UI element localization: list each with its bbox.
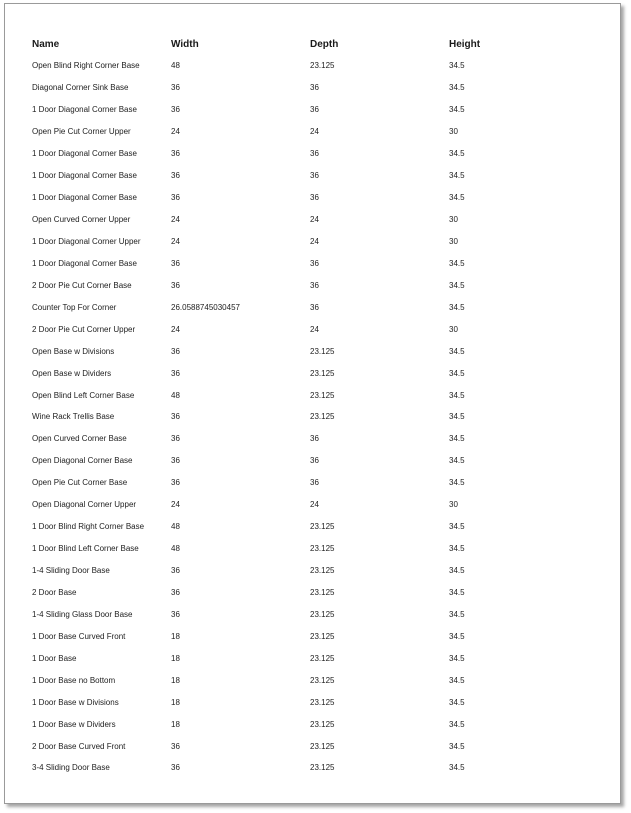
table-row [30,165,590,187]
cell-name: 1-4 Sliding Door Base [32,566,110,576]
header-row [30,33,590,55]
cell-name: 1 Door Base [32,653,77,663]
table-row [30,691,590,713]
table-row [30,362,590,384]
table-row [30,187,590,209]
table-row [30,713,590,735]
cell-height: 34.5 [449,544,465,554]
cell-depth: 36 [310,280,319,290]
cell-width: 24 [171,324,180,334]
table-row [30,252,590,274]
cell-name: 1 Door Diagonal Corner Base [32,171,137,181]
cell-height: 34.5 [449,368,465,378]
table-row [30,121,590,143]
cell-depth: 23.125 [310,61,335,71]
cell-width: 36 [171,105,180,115]
cell-depth: 23.125 [310,719,335,729]
cell-width: 36 [171,412,180,422]
cell-height: 34.5 [449,105,465,115]
cell-height: 34.5 [449,741,465,751]
cell-height: 34.5 [449,346,465,356]
cell-height: 34.5 [449,61,465,71]
table-row [30,209,590,231]
column-header-name: Name [32,38,60,50]
cell-name: 2 Door Pie Cut Corner Upper [32,324,136,334]
cell-width: 36 [171,456,180,466]
cell-width: 24 [171,236,180,246]
column-header-width: Width [171,38,199,50]
cell-name: Open Curved Corner Base [32,434,127,444]
cell-height: 34.5 [449,456,465,466]
cell-width: 36 [171,83,180,93]
cell-width: 18 [171,653,180,663]
cell-name: 1 Door Diagonal Corner Upper [32,236,141,246]
cell-name: 1-4 Sliding Glass Door Base [32,609,133,619]
cell-width: 48 [171,61,180,71]
cell-width: 26.0588745030457 [171,302,240,312]
cell-name: Open Blind Left Corner Base [32,390,135,400]
table-row [30,472,590,494]
cell-width: 36 [171,280,180,290]
cell-depth: 23.125 [310,566,335,576]
cell-height: 34.5 [449,675,465,685]
cell-name: Open Pie Cut Corner Upper [32,127,131,137]
cell-name: 3-4 Sliding Door Base [32,763,110,773]
cell-height: 34.5 [449,434,465,444]
cell-width: 36 [171,609,180,619]
cell-name: 1 Door Diagonal Corner Base [32,258,137,268]
cell-width: 48 [171,544,180,554]
cell-depth: 24 [310,127,319,137]
cell-height: 30 [449,127,458,137]
cell-height: 34.5 [449,653,465,663]
cell-height: 34.5 [449,697,465,707]
cell-width: 36 [171,763,180,773]
cell-height: 34.5 [449,83,465,93]
cell-depth: 36 [310,456,319,466]
cell-height: 34.5 [449,566,465,576]
cell-depth: 36 [310,302,319,312]
cell-width: 36 [171,478,180,488]
cell-name: 1 Door Base w Divisions [32,697,119,707]
cell-width: 36 [171,149,180,159]
cell-depth: 24 [310,500,319,510]
table-row [30,77,590,99]
cell-width: 36 [171,587,180,597]
cell-depth: 36 [310,193,319,203]
cell-depth: 36 [310,478,319,488]
cell-name: 2 Door Base [32,587,77,597]
table-row [30,384,590,406]
cell-width: 48 [171,522,180,532]
table-row [30,296,590,318]
table-row [30,55,590,77]
cell-depth: 23.125 [310,587,335,597]
cell-height: 34.5 [449,258,465,268]
cell-height: 34.5 [449,609,465,619]
cell-name: 2 Door Base Curved Front [32,741,126,751]
cabinet-dimensions-table [30,33,590,779]
cell-width: 24 [171,127,180,137]
cell-width: 18 [171,675,180,685]
cell-height: 34.5 [449,302,465,312]
table-row [30,560,590,582]
table-body [30,55,590,779]
cell-name: Open Blind Right Corner Base [32,61,140,71]
cell-height: 30 [449,324,458,334]
cell-depth: 23.125 [310,675,335,685]
cell-depth: 23.125 [310,522,335,532]
cell-height: 34.5 [449,390,465,400]
cell-depth: 36 [310,83,319,93]
cell-depth: 23.125 [310,390,335,400]
table-row [30,340,590,362]
cell-height: 34.5 [449,171,465,181]
cell-name: Open Base w Divisions [32,346,115,356]
cell-depth: 23.125 [310,609,335,619]
cell-width: 36 [171,346,180,356]
cell-width: 18 [171,697,180,707]
cell-width: 36 [171,741,180,751]
cell-height: 34.5 [449,587,465,597]
cell-width: 24 [171,215,180,225]
table-row [30,494,590,516]
cell-depth: 23.125 [310,653,335,663]
cell-name: 1 Door Base no Bottom [32,675,116,685]
cell-height: 34.5 [449,631,465,641]
table-row [30,757,590,779]
cell-name: 1 Door Base w Dividers [32,719,116,729]
cell-depth: 23.125 [310,697,335,707]
cell-name: Open Curved Corner Upper [32,215,131,225]
table-row [30,428,590,450]
table-row [30,516,590,538]
cell-name: 1 Door Diagonal Corner Base [32,105,137,115]
cell-depth: 23.125 [310,412,335,422]
cell-name: Wine Rack Trellis Base [32,412,115,422]
cell-height: 34.5 [449,280,465,290]
cell-depth: 36 [310,434,319,444]
table-row [30,99,590,121]
cell-height: 34.5 [449,412,465,422]
table-row [30,625,590,647]
cell-depth: 36 [310,171,319,181]
cell-width: 36 [171,566,180,576]
cell-name: Open Diagonal Corner Upper [32,500,137,510]
cell-depth: 24 [310,236,319,246]
column-header-depth: Depth [310,38,339,50]
cell-name: Open Pie Cut Corner Base [32,478,128,488]
cell-depth: 23.125 [310,544,335,554]
cell-height: 30 [449,236,458,246]
table-row [30,318,590,340]
table-row [30,538,590,560]
table-row [30,143,590,165]
cell-height: 34.5 [449,478,465,488]
cell-width: 36 [171,171,180,181]
table-row [30,406,590,428]
cell-height: 34.5 [449,763,465,773]
table-row [30,669,590,691]
cell-width: 24 [171,500,180,510]
cell-depth: 23.125 [310,741,335,751]
cell-name: 1 Door Blind Right Corner Base [32,522,145,532]
cell-width: 36 [171,193,180,203]
cell-name: 1 Door Base Curved Front [32,631,126,641]
cell-height: 30 [449,500,458,510]
cell-depth: 24 [310,215,319,225]
cell-height: 34.5 [449,522,465,532]
cell-depth: 24 [310,324,319,334]
cell-width: 18 [171,719,180,729]
column-header-height: Height [449,38,481,50]
cell-depth: 36 [310,149,319,159]
table-row [30,582,590,604]
report-page [4,3,621,804]
cell-depth: 36 [310,105,319,115]
cell-depth: 23.125 [310,346,335,356]
cell-height: 34.5 [449,193,465,203]
cell-width: 48 [171,390,180,400]
cell-width: 36 [171,258,180,268]
cell-height: 30 [449,215,458,225]
cell-depth: 23.125 [310,368,335,378]
cell-depth: 36 [310,258,319,268]
cell-width: 36 [171,368,180,378]
cell-name: 1 Door Diagonal Corner Base [32,193,137,203]
cell-name: Open Base w Dividers [32,368,112,378]
cell-depth: 23.125 [310,763,335,773]
cell-name: Counter Top For Corner [32,302,117,312]
table-row [30,647,590,669]
cell-depth: 23.125 [310,631,335,641]
table-row [30,231,590,253]
cell-width: 36 [171,434,180,444]
cell-name: Diagonal Corner Sink Base [32,83,129,93]
table-header [30,33,590,55]
table-row [30,450,590,472]
table-row [30,274,590,296]
cell-name: 1 Door Diagonal Corner Base [32,149,137,159]
cell-height: 34.5 [449,719,465,729]
cell-name: 1 Door Blind Left Corner Base [32,544,139,554]
cell-name: Open Diagonal Corner Base [32,456,133,466]
cell-width: 18 [171,631,180,641]
table-row [30,735,590,757]
table-row [30,603,590,625]
cell-height: 34.5 [449,149,465,159]
cell-name: 2 Door Pie Cut Corner Base [32,280,132,290]
